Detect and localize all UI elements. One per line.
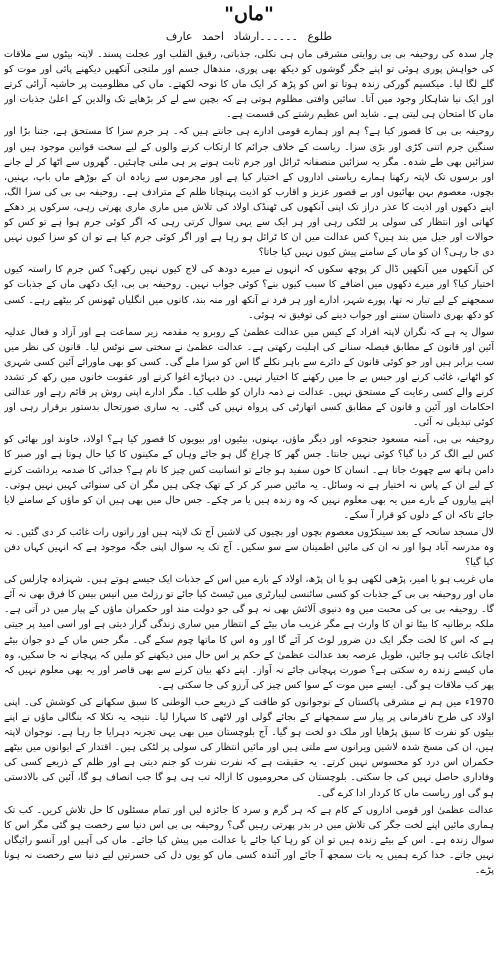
article-paragraph: کن آنکھوں میں آنکھیں ڈال کر پوچھ سکوں کہ انہوں نے میرے دودھ کی لاج کیوں نہیں رکھی؟ کس جرم کا راستہ کیوں اختیار کیا؟ اور میرے دکھوں میں اضافے کا سبب کیوں بنے؟ کوئی جواب نہیں۔ روحیفہ بی بی، ایک دکھی ماں کے جذبات کو سمجھنے کے لیے تیار نہ تھا، پورے شہر، ادارے اور ہر فرد نے آنکھ اور منہ بند، کانوں میں انگلیاں ٹھونس کر بیٹھے رہے۔ کسی کو دکھ بھری داستان سننے اور جواب دینے کی توفیق نہ ہوئی۔ [4, 264, 494, 321]
article-body [4, 47, 494, 975]
article-paragraph: سوال یہ ہے کہ نگران لاپتہ افراد کے کیس میں عدالت عظمیٰ کے روبرو یہ مقدمہ زیر سماعت ہے اور آزاد و فعال عدلیہ آئین اور قانون کے مطابق فیصلہ سنانے کی اہلیت رکھتی ہے۔ عدالت عظمیٰ نے سختی سے نوٹس لیا۔ قانون کی نظر میں سب برابر ہیں اور جو کوئی قانون کے دائرے سے باہر نکلے گا اس کو سزا ملے گی۔ کسی کو بھی ماورائے آئین کسی شہری کو اٹھانے، غائب کرنے اور حبس بے جا میں رکھنے کا اختیار نہیں۔ دن دیہاڑے اغوا کرنے اور عقوبت خانوں میں رکھ کر تشدد کرنے والے کسی رعایت کے مستحق نہیں۔ عدالت نے ذمہ داران کو طلب کیا۔ مگر ادارے اپنی روش پر قائم رہے اور عدالتی احکامات اور آئین و قانون کے مطابق کسی اتھارٹی کی پرواہ نہیں کی گئی۔ یہ ساری صورتحال بدستور برقرار رہی اور کوئی تبدیلی نہ آئی۔ [4, 326, 494, 429]
article-title: "ماں" [224, 3, 274, 25]
article-paragraph: 1970ء میں ہم نے مشرقی پاکستان کے نوجوانوں کو طاقت کے ذریعے حب الوطنی کا سبق سکھانے کی کوشش کی۔ اپنی اولاد کی طرح نافرمانی پر پیار سے سمجھانے کے بجائے گولی اور لاٹھی کا سہارا لیا۔ نتیجہ یہ نکلا کہ بنگالی ماؤں نے اپنے بیٹوں کو نفرت کا سبق پڑھایا اور ملک دو لخت ہو گیا۔ آج بلوچستان میں بھی یہی تجربہ دہرایا جا رہا ہے۔ نوجوان لاپتہ ہیں، ان کی مسخ شدہ لاشیں ویرانوں سے ملتی ہیں اور مائیں انتظار کی سولی پر لٹکی ہیں۔ اقتدار کے ایوانوں میں بیٹھے حکمران اس درد کو محسوس نہیں کرتے۔ یہ حقیقت ہے کہ نفرت نفرت کو جنم دیتی ہے اور ظلم کے ذریعے کسی کی وفاداری حاصل نہیں کی جا سکتی۔ بلوچستان کی محرومیوں کا ازالہ تب ہی ہو گا جب انصاف ہو گا، آئین کی بالادستی ہو گی اور ریاست ماں کا کردار ادا کرے گی۔ [4, 696, 494, 799]
article-paragraph: لال مسجد سانحہ کے بعد سینکڑوں معصوم بچوں اور بچیوں کی لاشیں آج تک لاپتہ ہیں اور راتوں رات غائب کر دی گئیں۔ نہ وہ مدرسہ آباد ہوا اور نہ ان کی مائیں اطمینان سے سو سکیں۔ آج تک یہ سوال اپنی جگہ موجود ہے کہ انہیں کہاں دفن کیا گیا؟ [4, 526, 494, 569]
article-paragraph: چار سدہ کی روحیفہ بی بی روایتی مشرقی ماں ہی نکلی، جذباتی، رقیق القلب اور عجلت پسند۔ لاپتہ بیٹوں سے ملاقات کی خواہش پوری ہوئی تو اپنے جگر گوشوں کو دیکھ بھی پوری، مندھال جسم اور ملتجی آنکھیں دیکھنے پائی اور موت کو گلے لگا لیا۔ میکسیم گورکی زندہ ہوتا تو اس کو پڑھ کر ایک ماں کا نوحہ لکھتے۔ ماں کی مظلومیت پر حاشیہ آرائی کرتے اور ایک نیا شاہکار وجود میں آتا۔ سائیں وافتی مظلوم ہوتی ہے کہ بچپن سے لے کر بڑھاپے تک والدین کے اعلیٰ جذبات اور ماں کا امتحان ہی لیتی ہے۔ شاید اس عظیم رشتے کی قسمت ہے۔ [4, 49, 494, 121]
article-byline: طلوع ۔۔۔۔۔۔ارشاد احمد عارف [165, 30, 333, 43]
article-paragraph: روحیفہ بی بی کا قصور کیا ہے؟ ہم اور ہمارے قومی ادارے ہی جانتے ہیں کہ۔ ہر جرم سزا کا مستحق ہے، جتنا بڑا اور سنگین جرم اتنی کڑی اور بڑی سزا۔ ریاست کے خلاف جرائم کا ارتکاب کرنے والوں کے لیے سخت قوانین موجود ہیں اور سزائیں بھی طے شدہ۔ مگر یہ سزائیں منصفانہ ٹرائل اور جرم ثابت ہونے پر ہی ملنی چاہئیں۔ گھروں سے اٹھا کر لے جانے اور برسوں تک لاپتہ رکھنا ہمارے ریاستی اداروں کے اختیار کیا ہے اور مجرموں سے زیادہ ان کے بوڑھے ماں باپ، بہنیں، بچوں، معصوم بہن بھائیوں اور بے قصور عزیز و اقارب کو اذیت پہنچانا ظلم کے مترادف ہے۔ روحیفہ بی بی کی سزا الگ، اپنے دکھوں اور اذیت کا عذر دراز تک اپنی آنکھوں کی ٹھنڈک اولاد کی تلاش میں ماری ماری پھرتی رہی، سرکوں پر دھکے کھاتی اور انتظار کی سولی پر لٹکی رہی اور ہر ایک سے یہی سوال کرتی رہی کہ اگر کوئی جرم ہوا ہے تو کس کو حوالات اور جیل میں بند ہیں؟ کس عدالت میں ان کا ٹرائل ہو رہا ہے اور اگر کوئی جرم کیا ہے تو ان کو سزا کیوں نہیں دی جا رہی؟ ان کو ماں کے سامنے پیش کیوں نہیں کیا جاتا؟ [4, 126, 494, 259]
article-paragraph: ماں غریب ہو یا امیر، پڑھی لکھی ہو یا ان پڑھ، اولاد کے بارے میں اس کے جذبات ایک جیسے ہوتے ہیں۔ شہزادہ چارلس کی ماں اور روحیفہ بی بی کے جذبات کو کسی سائنسی لیبارٹری میں ٹیسٹ کیا جائے تو رزلٹ میں انیس بیس کا فرق بھی نہ آئے گا۔ روحیفہ بی بی کی محبت میں وہ دنیوی آلائش بھی نہ ہو گی جو دولت مند اور حکمران ماؤں کے پیار میں در آتی ہے۔ ملکہ برطانیہ کا بیٹا تو ان کا وارث ہے مگر غریب ماں بیٹے کے انتظار میں ساری زندگی گزار دیتی ہے اور اسی امید پر جیتی ہے کہ اس کا لخت جگر ایک دن ضرور لوٹ کر آئے گا اور وہ اس کا ماتھا چوم سکے گی۔ مگر جس ماں کے دو جوان بیٹے اچانک غائب ہو جائیں، طویل عرصہ بعد عدالت عظمیٰ کے حکم پر اس حال میں دیکھنے کو ملیں کہ پہچانے نہ جا سکیں، وہ ماں کیسے زندہ رہ سکتی ہے؟ صورت پہچانی جائے نہ آواز۔ اپنے دکھ بیان کرنے سے بھی قاصر اور یہ بھی معلوم نہیں کہ پھر کب ملاقات ہو گی۔ ایسے میں موت کے سوا کس چیز کی آرزو کی جا سکتی ہے۔ [4, 574, 494, 691]
article-paragraph: روحیفہ بی بی، آمنہ مسعود جنجوعہ اور دیگر ماؤں، بہنوں، بیٹیوں اور بیویوں کا قصور کیا ہے؟ اولاد، خاوند اور بھائی کو کس لیے الگ کر دیا گیا؟ کوئی نہیں جانتا۔ جس گھر کا چراغ گل ہو جائے وہاں کے مکینوں کا کیا حال ہوتا ہے اور صبر کا دامن ہاتھ سے چھوٹ جاتا ہے۔ انسان کا خون سفید ہو جائے تو انسانیت کس چیز کا نام ہے؟ جدائی کا صدمہ برداشت کرنے کے لیے ان کے پاس نہ اختیار ہے نہ وسائل۔ یہ مائیں صبر کر کر کے تھک چکی ہیں مگر ان کی سنوائی کہیں نہیں ہوتی۔ اپنے پیاروں کے بارے میں یہ بھی معلوم نہیں کہ وہ زندہ ہیں یا مر چکے۔ جس حال میں بھی ہیں ان کو ماؤں کے سامنے لایا جائے تاکہ ان کے دلوں کو قرار آ سکے۔ [4, 434, 494, 521]
article-paragraph: عدالت عظمیٰ اور قومی اداروں کے کام ہے کہ ہر گرم و سرد کا جائزہ لیں اور تمام مسئلوں کا حل تلاش کریں۔ کب تک ہماری مائیں اپنے لخت جگر کی تلاش میں در بدر پھرتی رہیں گی؟ روحیفہ بی بی اس دنیا سے رخصت ہو گئی مگر اس کا سوال زندہ ہے۔ اس کے بیٹے زندہ ہیں تو ان کو رہا کیا جائے یا عدالت میں پیش کیا جائے۔ ماں کی آہیں اور آنسو رائیگاں نہیں جاتے۔ خدا کرے ہمیں یہ بات سمجھ آ جائے اور آئندہ کسی ماں کو یوں دل کی حسرتیں لیے دنیا سے رخصت نہ ہونا پڑے۔ [4, 804, 494, 876]
